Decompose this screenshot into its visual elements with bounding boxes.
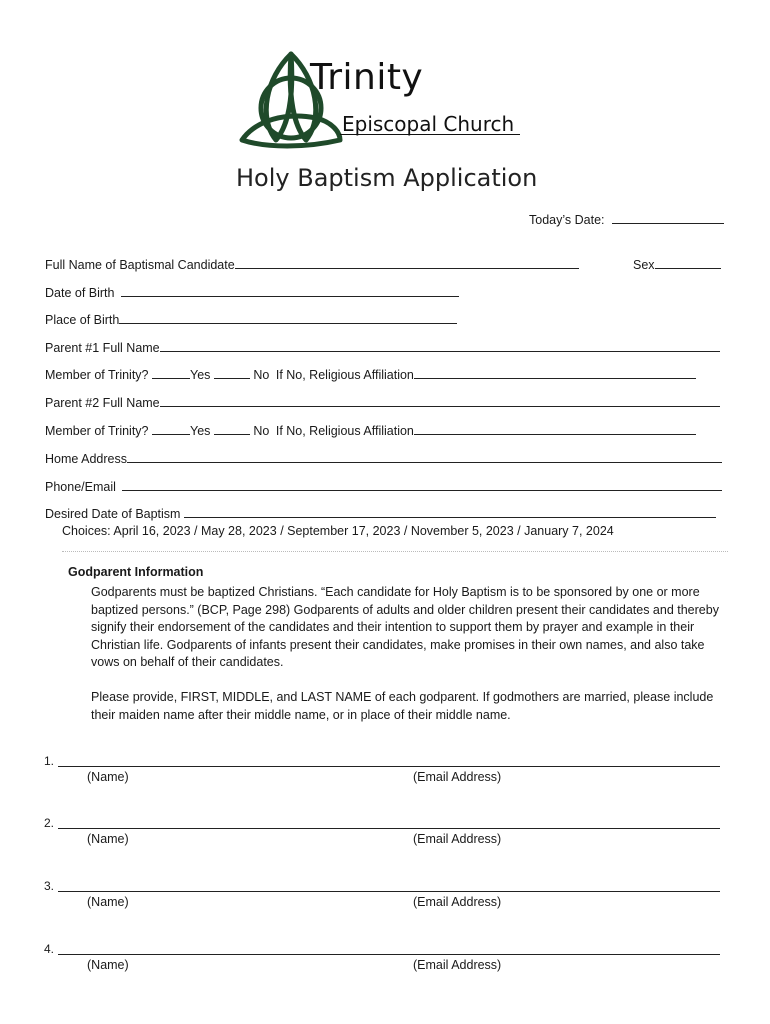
affiliation-label: If No, Religious Affiliation (275, 424, 414, 438)
pob-label: Place of Birth (45, 313, 120, 327)
dob-line[interactable] (121, 285, 459, 297)
parent2-affiliation-line[interactable] (414, 423, 696, 435)
parent1-affiliation-line[interactable] (414, 367, 696, 379)
pob-field[interactable] (45, 312, 457, 328)
yes-label: Yes (190, 368, 211, 382)
candidate-name-line[interactable] (235, 257, 579, 269)
entry-number: 2. (44, 816, 55, 830)
candidate-name-field[interactable] (45, 257, 579, 273)
membership-label: Member of Trinity? (45, 368, 149, 382)
church-logo (236, 48, 536, 152)
baptism-date-choices: Choices: April 16, 2023 / May 28, 2023 / September 17, 2023 / November 5, 2023 / January 7, 2024 (62, 524, 614, 538)
godparent-heading: Godparent Information (68, 565, 204, 579)
pob-line[interactable] (119, 312, 457, 324)
parent1-field[interactable] (45, 340, 720, 356)
email-caption: (Email Address) (413, 958, 502, 972)
affiliation-label: If No, Religious Affiliation (275, 368, 414, 382)
todays-date-field[interactable] (529, 212, 724, 228)
phone-email-field[interactable] (45, 479, 722, 495)
email-caption: (Email Address) (413, 770, 502, 784)
todays-date-label: Today’s Date: (529, 213, 605, 227)
parent1-membership[interactable] (45, 367, 696, 383)
sex-label: Sex (633, 258, 655, 272)
parent1-label: Parent #1 Full Name (45, 341, 160, 355)
home-address-field[interactable] (45, 451, 722, 467)
desired-date-field[interactable] (45, 506, 716, 522)
godparent-line-2[interactable] (58, 828, 720, 829)
candidate-name-label: Full Name of Baptismal Candidate (45, 258, 235, 272)
name-caption: (Name) (87, 770, 129, 784)
godparent-paragraph-1: Godparents must be baptized Christians. “Each candidate for Holy Baptism is to be sponsored by one or more baptized persons.” (BCP, Page 298) Godparents of adults and older children present their candidates and thereby signify their endorsement of the candidates and their intention to support them by prayer and example in their Christian life. Godparents of infants present their candidates, make promises in their own names, and also take vows on behalf of their candidates. (91, 585, 719, 670)
parent2-line[interactable] (160, 395, 720, 407)
name-caption: (Name) (87, 895, 129, 909)
email-caption: (Email Address) (413, 832, 502, 846)
todays-date-line[interactable] (612, 212, 724, 224)
sex-line[interactable] (655, 257, 721, 269)
dob-field[interactable] (45, 285, 459, 301)
parent2-membership[interactable] (45, 423, 696, 439)
name-caption: (Name) (87, 958, 129, 972)
email-caption: (Email Address) (413, 895, 502, 909)
godparent-paragraph-2: Please provide, FIRST, MIDDLE, and LAST NAME of each godparent. If godmothers are married, please include their maiden name after their middle name, or in place of their middle name. (91, 690, 714, 722)
no-label: No (253, 368, 270, 382)
godparent-line-1[interactable] (58, 766, 720, 767)
desired-date-line[interactable] (184, 506, 716, 518)
phone-email-label: Phone/Email (45, 480, 116, 494)
godparent-line-3[interactable] (58, 891, 720, 892)
entry-number: 3. (44, 879, 55, 893)
no-label: No (253, 424, 270, 438)
section-divider (62, 551, 728, 552)
parent2-label: Parent #2 Full Name (45, 396, 160, 410)
parent1-no-line[interactable] (214, 367, 250, 379)
logo-name: Trinity (310, 57, 424, 98)
name-caption: (Name) (87, 832, 129, 846)
parent2-no-line[interactable] (214, 423, 250, 435)
logo-underline (340, 134, 520, 135)
sex-field[interactable] (633, 257, 721, 273)
home-address-line[interactable] (127, 451, 722, 463)
parent2-field[interactable] (45, 395, 720, 411)
logo-subtitle: Episcopal Church (342, 112, 515, 136)
yes-label: Yes (190, 424, 211, 438)
home-address-label: Home Address (45, 452, 127, 466)
parent2-yes-line[interactable] (152, 423, 190, 435)
desired-date-label: Desired Date of Baptism (45, 507, 181, 521)
entry-number: 4. (44, 942, 55, 956)
phone-email-line[interactable] (122, 479, 722, 491)
entry-number: 1. (44, 754, 55, 768)
page-title: Holy Baptism Application (236, 164, 538, 192)
dob-label: Date of Birth (45, 286, 115, 300)
membership-label: Member of Trinity? (45, 424, 149, 438)
parent1-yes-line[interactable] (152, 367, 190, 379)
godparent-line-4[interactable] (58, 954, 720, 955)
parent1-line[interactable] (160, 340, 720, 352)
